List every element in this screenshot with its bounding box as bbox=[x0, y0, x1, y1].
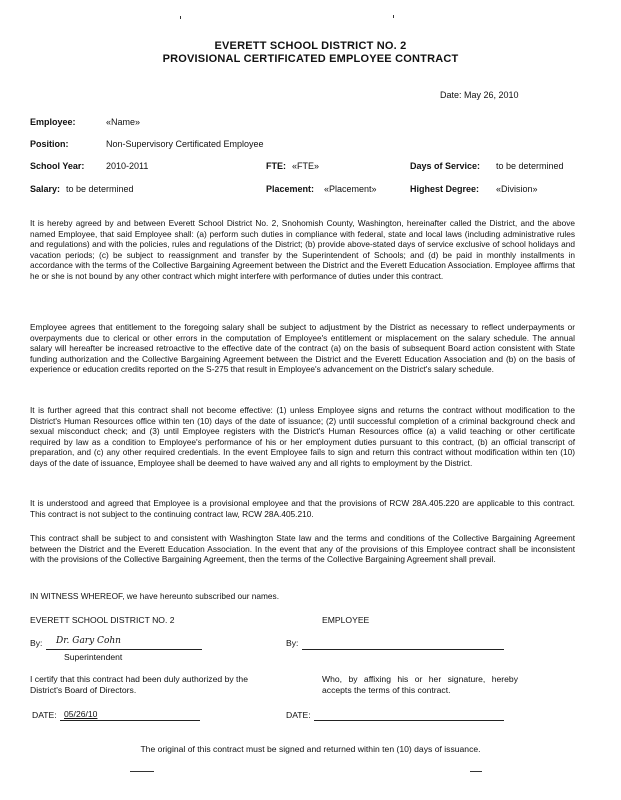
paragraph-provisional: It is understood and agreed that Employee is a provisional employee and that the provisions of RCW 28A.405.220 are applicable to this contract. This contract is not subject to the continuing contract law, RCW 28A.405.210. bbox=[30, 498, 575, 519]
fte-value: «FTE» bbox=[292, 161, 320, 171]
district-date-line bbox=[60, 720, 200, 721]
position-value: Non-Supervisory Certificated Employee bbox=[106, 139, 264, 149]
district-date-value: 05/26/10 bbox=[64, 709, 98, 719]
school-year-value: 2010-2011 bbox=[106, 161, 149, 171]
employee-by-label: By: bbox=[286, 638, 299, 648]
salary-label: Salary: bbox=[30, 184, 61, 194]
scan-speck bbox=[393, 15, 394, 18]
district-date-label: DATE: bbox=[32, 710, 57, 720]
employee-date-label: DATE: bbox=[286, 710, 311, 720]
district-by-label: By: bbox=[30, 638, 43, 648]
employee-label: Employee: bbox=[30, 117, 76, 127]
scan-speck bbox=[180, 16, 181, 19]
days-of-service-label: Days of Service: bbox=[410, 161, 481, 171]
paragraph-consistency: This contract shall be subject to and consistent with Washington State law and the terms and conditions of the Collective Bargaining Agreement between the District and the Everett Education Association. In the event that any of the provisions of this Employee contract shall be inconsistent with the provisions of the Collective Bargaining Agreement, then the terms of the Collective Bargaining Agreement shall prevail. bbox=[30, 533, 575, 565]
scan-speck bbox=[470, 771, 482, 772]
employee-date-line[interactable] bbox=[314, 720, 504, 721]
document-title: EVERETT SCHOOL DISTRICT NO. 2 bbox=[214, 40, 407, 52]
days-of-service-value: to be determined bbox=[496, 161, 564, 171]
district-signature-line bbox=[46, 649, 202, 650]
paragraph-duties: It is hereby agreed by and between Everett School District No. 2, Snohomish County, Washington, hereinafter called the District, and the above named Employee, that said Employee shall: (a) perform such duties in compliance with federal, state and local laws (including administrative rules and regulations) and with the policies, rules and regulations of the District; (b) provide above-stated days of service exclusive of school holidays and vacation periods; (c) be subject to reassignment and transfer by the Superintendent of Schools; and (d) be paid in monthly installments in accordance with the terms of the Collective Bargaining Agreement between the District and the Everett Education Association. Employee affirms that he or she is not bound by any other contract which might interfere with performance of duties under this contract. bbox=[30, 218, 575, 281]
document-subtitle: PROVISIONAL CERTIFICATED EMPLOYEE CONTRACT bbox=[162, 53, 459, 65]
paragraph-effectiveness: It is further agreed that this contract shall not become effective: (1) unless Employee signs and returns the contract without modification to the District's Human Resources office within ten (10) days of the date of issuance; (2) until successful completion of a criminal background check and sexual misconduct check; and (3) until Employee registers with the District's Human Resources office (a) a valid teaching or other certificate required by law as a condition to Employee's performance of his or her employment duties pursuant to this contract, (b) an official transcript of preparation, and (c) any other required credentials. In the event Employee fails to sign and return this contract without modification within ten (10) days of the date of issuance, Employee shall be deemed to have waived any and all rights to employment by the District. bbox=[30, 405, 575, 468]
employee-signature-line[interactable] bbox=[302, 649, 504, 650]
district-signature: Dr. Gary Cohn bbox=[56, 636, 121, 646]
fte-label: FTE: bbox=[266, 161, 286, 171]
employee-heading: EMPLOYEE bbox=[322, 615, 370, 625]
contract-date: Date: May 26, 2010 bbox=[440, 90, 519, 100]
employee-acceptance: Who, by affixing his or her signature, hereby accepts the terms of this contract. bbox=[322, 674, 518, 695]
position-label: Position: bbox=[30, 139, 69, 149]
placement-label: Placement: bbox=[266, 184, 315, 194]
scan-speck bbox=[130, 771, 154, 772]
employee-value: «Name» bbox=[106, 117, 141, 127]
highest-degree-label: Highest Degree: bbox=[410, 184, 480, 194]
district-signer-title: Superintendent bbox=[64, 652, 123, 662]
paragraph-salary-adjustment: Employee agrees that entitlement to the foregoing salary shall be subject to adjustment by the District as necessary to reflect underpayments or overpayments due to clerical or other errors in the computation of Employee's entitlement or misplacement on the salary schedule. The annual salary will hereafter be increased retroactive to the effective date of the contract (a) on the basis of subsequent Board action consistent with State funding authorization and the Collective Bargaining Agreement between the District and the Everett Education Association and (b) on the basis of experience or education credits reported on the S-275 that result in Employee's advancement on the District's salary schedule. bbox=[30, 322, 575, 375]
district-name: EVERETT SCHOOL DISTRICT NO. 2 bbox=[30, 615, 175, 625]
district-certification: I certify that this contract had been duly authorized by the District's Board of Directors. bbox=[30, 674, 248, 695]
highest-degree-value: «Division» bbox=[496, 184, 538, 194]
witness-statement: IN WITNESS WHEREOF, we have hereunto subscribed our names. bbox=[30, 591, 279, 601]
salary-value: to be determined bbox=[66, 184, 134, 194]
return-instructions: The original of this contract must be signed and returned within ten (10) days of issuance. bbox=[140, 744, 481, 754]
placement-value: «Placement» bbox=[324, 184, 377, 194]
school-year-label: School Year: bbox=[30, 161, 85, 171]
